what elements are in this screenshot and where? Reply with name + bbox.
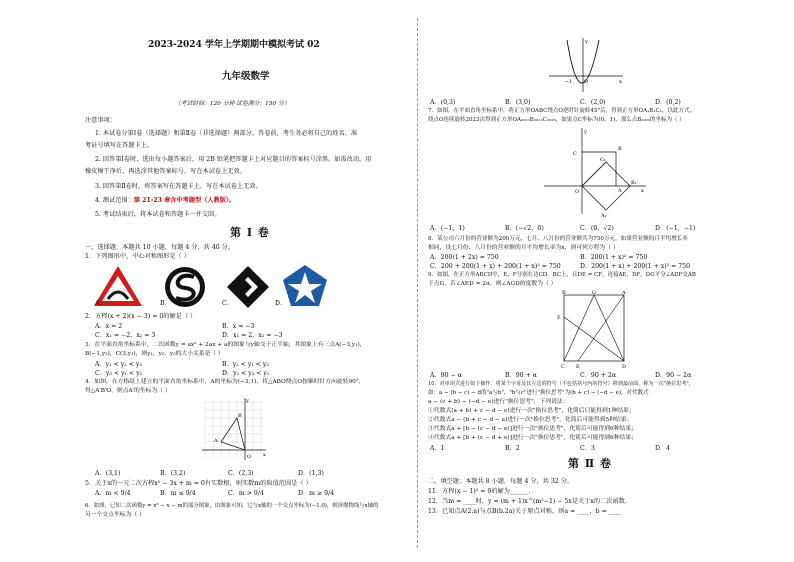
q4-label-b: B: [238, 413, 242, 419]
question-5: 5．关于x的一元二次方程x² − 3x + m = 0有实数根，则实数m的取值范围是（ ）: [85, 480, 312, 487]
q7-label-b: B: [618, 146, 622, 152]
section-2: 二、填空题：本题共 8 小题，每题 4 分，共 32 分。: [428, 478, 574, 485]
q6-option-a: A．(0,3): [430, 99, 456, 106]
q2-option-a: A．x = 2: [95, 323, 123, 330]
note-5: 5. 考试结束后，将本试卷和答题卡一并交回。: [95, 211, 221, 218]
q10-statement-4: ④代数式a + [b + (c − d + e)]进行一次"换位思考"，化简后可能得到6种结果；: [428, 435, 637, 441]
q2-option-b: B．x = −3: [222, 323, 255, 330]
option-c-diamond-logo-icon: [227, 266, 269, 308]
question-11: 11．方程(x − 1)² = 9的解为______.: [428, 488, 531, 495]
q1-option-d: D．: [275, 300, 287, 307]
note-2b: 橡皮擦干净后，再选涂其他答案标号。写在本试卷上无效。: [85, 168, 246, 175]
question-13: 13．已知点A(2.a)与点B(b.2a)关于原点对称，则a = ____，b = ____: [428, 508, 622, 515]
notes-heading: 注意事项：: [85, 117, 116, 124]
q7-option-c: C．(0，√2): [580, 225, 614, 232]
q7-label-x: x: [641, 188, 644, 194]
q5-option-c: C．m > 9/4: [228, 490, 264, 497]
q4-option-c: C．(2,3): [228, 470, 254, 477]
question-7a: 7．如图，在平面直角坐标系中，将正方形OABC绕点O逆时针旋转45°后，得到正方形OA₁B₁C₁，以此方式，: [428, 108, 695, 114]
q9-square-figure: [556, 289, 630, 371]
q4-grid-figure: [200, 396, 270, 466]
q6-label-y: y: [585, 39, 588, 45]
q10-statement-1: ①代数式(a + b) + c − d − e)进行一次"换位思考"，化简后只能得到1种结果；: [428, 408, 635, 414]
q7-label-a1: A₁: [601, 213, 607, 218]
note-2a: 2. 回答第Ⅰ卷时，选出每小题答案后，用 2B 铅笔把答题卡上对应题目的答案标号涂黑。如需改动，用: [95, 156, 372, 163]
q6-option-d: D．(0,2): [655, 99, 681, 106]
q4-label-a: A: [214, 438, 218, 444]
exam-title: 2023-2024 学年上学期期中模拟考试 02: [148, 40, 320, 50]
question-2: 2．方程(x + 2)(x − 3) = 0的解是（ ）: [85, 313, 197, 320]
question-10a: 10．对单项式进行如下操作：将某个字母及其左边的符号（不包括括号内的符号）移到最前面，称为一次"换位思考"，: [428, 381, 694, 387]
q8-option-a: A．200(1 + 2x) = 750: [430, 254, 499, 261]
question-4a: 4．如图，在方格纸上建立的平面直角坐标系中，A的坐标为(−3,1)，将△ABO绕点O按顺时针方向旋转90°，: [85, 379, 365, 385]
q10-statement-3: ③代数式a + [b − (c − d − e)]进行一次"换位思考"，化简后可能得到6种结果；: [428, 426, 637, 432]
option-d-star-pentagon-icon: [283, 265, 327, 306]
q9-label-c: C: [561, 364, 565, 370]
q7-rotation-figure: [540, 126, 650, 218]
q3-option-d: D．y₂ < y₃ < y₁: [222, 370, 270, 377]
q3-option-c: C．y₃ < y₁ < y₂: [95, 370, 143, 377]
q3-option-a: A．y₁ < y₂ < y₃: [95, 361, 142, 368]
note-1b: 考证号填写在答题卡上。: [85, 142, 154, 149]
option-b-s-logo-icon: [165, 267, 205, 307]
q7-label-b1: B₁: [631, 180, 637, 186]
q3-option-b: B．y₂ < y₁ < y₃: [222, 361, 269, 368]
question-7b: 绕点O连续旋转2023次得到正方形OA₂₀₂₃B₂₀₂₃C₂₀₂₃，如果点C坐标为(0，1)，那么点B₂₀₂₃的坐标为（ ）: [428, 117, 685, 123]
q2-option-c: C．x₁ = −2，x₂ = 3: [95, 332, 156, 339]
grade-title: 九年级数学: [222, 71, 270, 82]
q7-option-d: D．(−1，−1): [655, 225, 696, 232]
question-4b: 得△A′B′O，则点A′的坐标为（ ）: [85, 388, 171, 394]
q1-option-c: C．: [222, 300, 233, 307]
q1-figures: [90, 263, 330, 313]
q9-option-c: C．90 + 2α: [580, 372, 617, 379]
q7-option-b: B．(−√2，0): [505, 225, 544, 232]
q4-option-a: A．(3,1): [95, 470, 121, 477]
q5-option-d: D．m ≥ 9/4: [298, 490, 335, 497]
question-8a: 8．某公司六月份的营业额为200万元，七月、八月份的营业额共为750万元，如果营业额的月平均增长率: [428, 236, 688, 242]
q9-option-a: A．90 − α: [430, 372, 462, 379]
note-4: [95, 197, 235, 204]
q9-label-d: D: [622, 364, 627, 370]
q5-option-a: A．m < 9/4: [95, 490, 131, 497]
q1-option-a: A．: [95, 300, 106, 307]
q4-option-d: D．(1,3): [298, 470, 324, 477]
note-1a: 1. 本试卷分第Ⅰ卷（选择题）和第Ⅱ卷（非选择题）两部分。答卷前，考生务必将自己的姓名、准: [95, 130, 358, 137]
q1-option-b: B．: [160, 300, 171, 307]
q7-label-y: y: [584, 129, 587, 135]
q10-statement-2: ②代数式a − (b + c − d − e)进行一次"换位思考"，化简后可能得到5种结果；: [428, 417, 633, 423]
section-1: 一、选择题：本题共 10 小题，每题 4 分，共 40 分。: [85, 244, 235, 251]
q8-option-c: C．200 + 200(1 + x) + 200(1 + x)² = 750: [430, 263, 561, 270]
q7-label-o: O: [575, 189, 580, 195]
q7-option-a: A．(−1，1): [430, 225, 465, 232]
question-10b: 如：a − (b − c) − d的"a与b"，"b与c"进行"换位思考"为(b + c) − (−d − e)，对代数式: [428, 390, 649, 396]
q9-label-b: B: [562, 290, 566, 296]
q10-option-d: D．4: [655, 445, 671, 452]
note-3: 3. 回答第Ⅱ卷时，将答案写在答题卡上。写在本试卷上无效。: [95, 183, 262, 190]
q4-label-y: y: [246, 398, 249, 404]
question-10c: a − (c + b) − (−d − e)进行"换位思考"，下列说法：: [428, 399, 569, 405]
q9-option-d: D．90 − 2α: [655, 372, 692, 379]
q9-label-g: G: [592, 290, 596, 296]
q10-option-b: B．2: [505, 445, 520, 452]
question-12: 12．当m = ____时，y = (m + 1)x^(m²−1) − 5x是关于x的二次函数.: [428, 498, 627, 505]
q6-option-b: B．(3,0): [505, 99, 531, 106]
question-8b: 相同，设七月份、八月份的营业额的月平均增长率为x，则可列方程为（ ）: [428, 245, 619, 251]
question-6a: 6．如图，已知二次函数y = x² − x − m的部分图象，由图象可知，它与x轴的一个交点坐标为(−1,0)，则该抛物线与x轴的: [85, 503, 379, 509]
question-1: 1．下列图形中，中心对称图形是（ ）: [85, 253, 190, 260]
q9-label-f: F: [557, 315, 561, 321]
q9-label-e: E: [576, 364, 580, 370]
volume-1-heading: 第 Ⅰ 卷: [230, 226, 270, 239]
q9-label-a: A: [622, 290, 626, 296]
q6-label-o: O: [584, 79, 589, 85]
question-3a: 3．在平面直角坐标系中，二次函数y = ax² + 2ax + a的图象与y轴交于正半轴，其图象上有三点A(−3,y₁)，: [85, 342, 366, 348]
q4-label-x: x: [263, 452, 266, 458]
q7-label-a: A: [618, 188, 622, 194]
q8-option-b: B．200(1 + x)² = 750: [580, 254, 648, 261]
q6-label-minus1: −1: [565, 79, 573, 85]
q10-option-c: C．3: [580, 445, 595, 452]
q7-label-c1: C₁: [600, 157, 606, 163]
q6-parabola-figure: [545, 36, 625, 94]
exam-meta: （考试时间：120 分钟 试卷满分：150 分）: [175, 101, 290, 107]
q4-option-b: B．(3,2): [160, 470, 186, 477]
q2-option-d: D．x₁ = 2，x₂ = −3: [222, 332, 283, 339]
q6-option-c: C．(2,0): [580, 99, 606, 106]
q7-label-c: C: [573, 151, 577, 157]
question-9a: 9．如图，在正方形ABCD中，E，F分别在边CD，BC上，且DE = CF，连接AE，DF，DG平分∠ADF交AB: [428, 272, 696, 278]
question-9b: 于点G，若∠AED = 2α，则∠AGD的度数为（ ）: [428, 281, 557, 287]
volume-2-heading: 第 Ⅱ 卷: [568, 457, 612, 470]
q4-label-o: O: [247, 454, 252, 460]
q5-option-b: B．m ≤ 9/4: [160, 490, 196, 497]
question-6b: 另一个交点坐标为（ ）: [85, 512, 145, 518]
q9-option-b: B．90 + α: [505, 372, 537, 379]
q6-label-x: x: [619, 79, 622, 85]
note-4-label: 4. 测试范围：: [95, 197, 134, 204]
test-scope: 第 21-23 章含中考题型（人教版）。: [133, 197, 236, 204]
q10-option-a: A．1: [430, 445, 445, 452]
column-divider: [417, 18, 418, 548]
question-3b: B(−1,y₂)，C(3,y₃)，则y₁，y₂，y₃的大小关系是（ ）: [85, 351, 224, 357]
q8-option-d: D．200(1 + x) + 200(1 + x)² = 750: [580, 263, 691, 270]
